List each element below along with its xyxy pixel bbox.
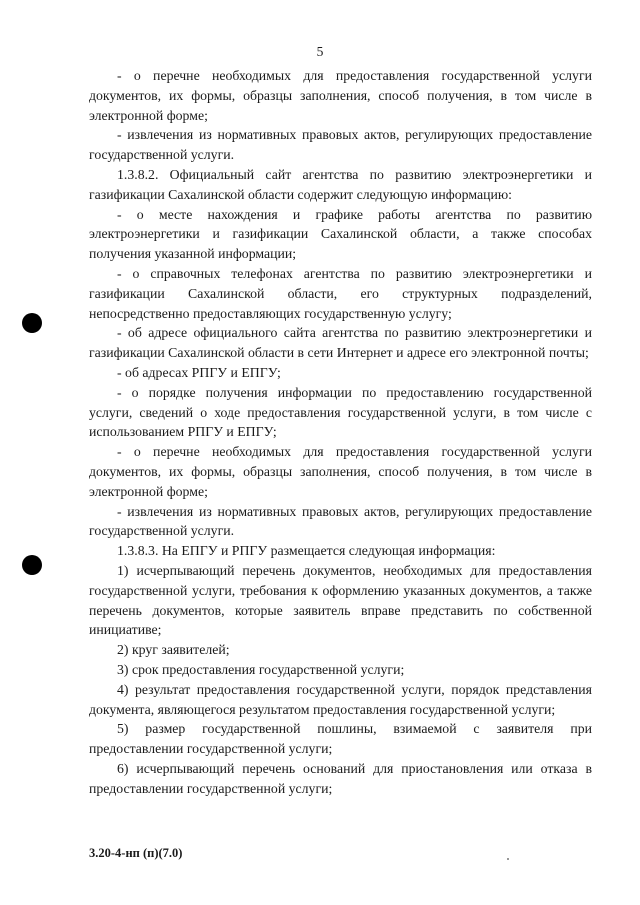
paragraph: - о месте нахождения и графике работы агентства по развитию электроэнергетики и газификации Сахалинской области, а также способах получения указанной информации;	[89, 206, 592, 262]
paragraph: 6) исчерпывающий перечень оснований для приостановления или отказа в предоставлении государственной услуги;	[89, 760, 592, 796]
paragraph: - извлечения из нормативных правовых актов, регулирующих предоставление государственной услуги.	[89, 503, 592, 539]
paragraph: - об адресах РПГУ и ЕПГУ;	[117, 364, 281, 380]
paragraph: - о справочных телефонах агентства по развитию электроэнергетики и газификации Сахалинской области, его структурных подразделений, непосредственно предоставляющих государственную услугу;	[89, 265, 592, 321]
paragraph: 1) исчерпывающий перечень документов, необходимых для предоставления государственной услуги, требования к оформлению указанных документов, а также перечень документов, которые заявитель вправе представить по собственной инициативе;	[89, 562, 592, 638]
paragraph: - извлечения из нормативных правовых актов, регулирующих предоставление государственной услуги.	[89, 127, 592, 163]
paragraph: 4) результат предоставления государственной услуги, порядок представления документа, являющегося результатом предоставления государственной услуги;	[89, 681, 592, 717]
punch-hole	[22, 555, 42, 575]
scan-speck	[507, 858, 509, 860]
paragraph: 1.3.8.2. Официальный сайт агентства по развитию электроэнергетики и газификации Сахалинской области содержит следующую информацию:	[89, 166, 592, 202]
document-code: 3.20-4-нп (п)(7.0)	[89, 846, 183, 860]
paragraph: 1.3.8.3. На ЕПГУ и РПГУ размещается следующая информация:	[117, 543, 496, 559]
paragraph: - об адресе официального сайта агентства по развитию электроэнергетики и газификации Сахалинской области в сети Интернет и адресе его электронной почты;	[89, 325, 592, 361]
paragraph: 5) размер государственной пошлины, взимаемой с заявителя при предоставлении государственной услуги;	[89, 721, 592, 757]
paragraph: - о перечне необходимых для предоставления государственной услуги документов, их формы, образцы заполнения, способ получения, в том числе в электронной форме;	[89, 444, 592, 499]
paragraph: 2) круг заявителей;	[117, 642, 230, 658]
punch-hole	[22, 313, 42, 333]
page-number: 5	[316, 44, 324, 59]
paragraph: - о перечне необходимых для предоставления государственной услуги документов, их формы, образцы заполнения, способ получения, в том числе в электронной форме;	[89, 68, 592, 123]
document-body	[89, 66, 592, 798]
paragraph: 3) срок предоставления государственной услуги;	[117, 661, 405, 677]
paragraph: - о порядке получения информации по предоставлению государственной услуги, сведений о ходе предоставления государственной услуги, в том числе с использованием РПГУ и ЕПГУ;	[89, 384, 592, 440]
